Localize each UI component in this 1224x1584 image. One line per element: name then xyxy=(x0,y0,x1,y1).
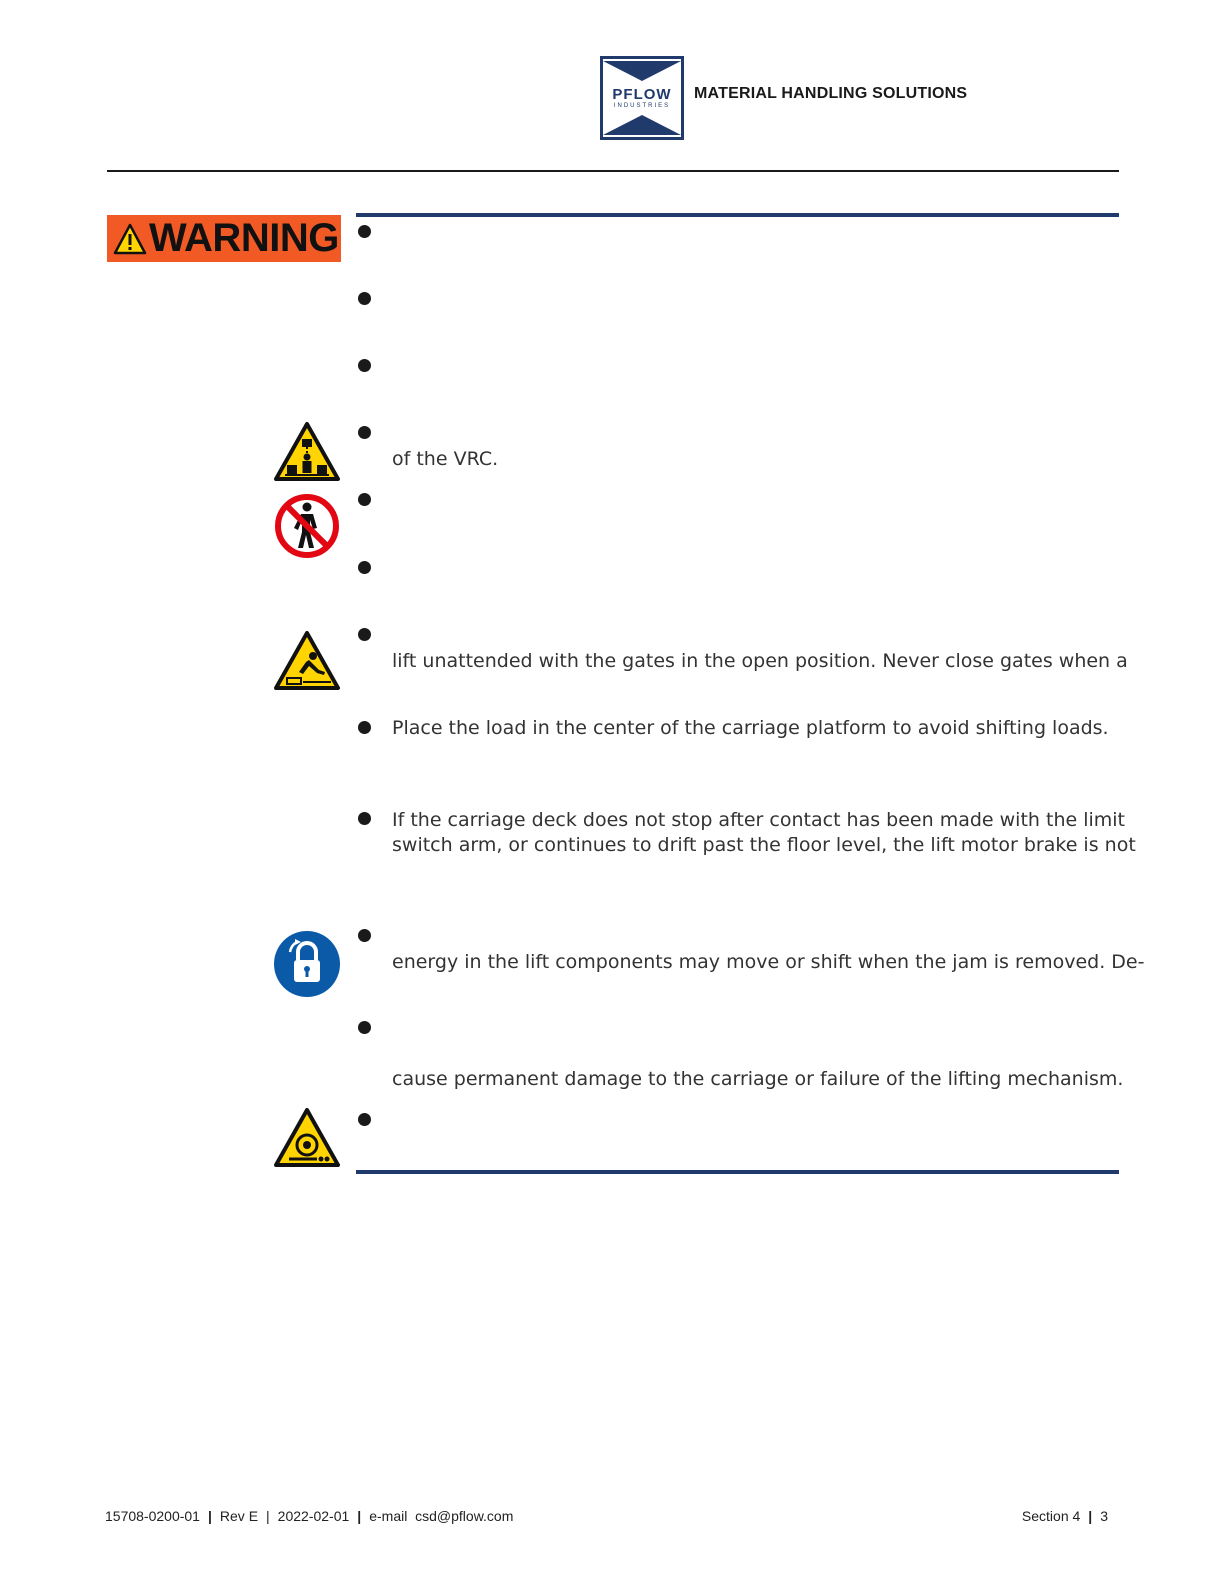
logo-wordmark: PFLOW xyxy=(612,86,672,103)
footer-doc-number: 15708-0200-01 xyxy=(105,1508,200,1524)
warning-triangle-icon xyxy=(113,223,147,255)
warning-label: WARNING xyxy=(149,216,339,260)
bullet-marker xyxy=(358,225,371,238)
warning-text-line: If the carriage deck does not stop after contact has been made with the limit xyxy=(392,809,1126,831)
bullet-marker xyxy=(358,359,371,372)
bullet-marker xyxy=(358,1113,371,1126)
bullet-marker xyxy=(358,426,371,439)
bullet-marker xyxy=(358,812,371,825)
warning-badge xyxy=(107,215,341,262)
warning-text-line: Place the load in the center of the carriage platform to avoid shifting loads. xyxy=(392,717,1109,739)
bullet-marker xyxy=(358,1021,371,1034)
warning-text-line: energy in the lift components may move or shift when the jam is removed. De- xyxy=(392,951,1145,973)
footer-revision: Rev E xyxy=(219,1508,259,1524)
warning-text-line: lift unattended with the gates in the open position. Never close gates when a xyxy=(392,650,1128,672)
overhead-load-hazard-icon xyxy=(273,418,341,486)
bullet-marker xyxy=(358,628,371,641)
footer-doc-info: 15708-0200-01 | Rev E | 2022-02-01 | e-mail csd@pflow.com xyxy=(105,1508,514,1524)
warning-text-line: cause permanent damage to the carriage or failure of the lifting mechanism. xyxy=(392,1068,1124,1090)
footer-page-info: Section 4 | 3 xyxy=(1021,1508,1108,1524)
company-logo xyxy=(600,56,684,140)
bullet-marker xyxy=(358,561,371,574)
section-bottom-rule xyxy=(356,1170,1119,1174)
bullet-marker xyxy=(358,929,371,942)
header-divider xyxy=(107,170,1119,172)
warning-text-line: switch arm, or continues to drift past the floor level, the lift motor brake is not xyxy=(392,834,1136,856)
no-pedestrians-icon xyxy=(273,492,341,560)
section-top-rule xyxy=(356,213,1119,217)
bullet-marker xyxy=(358,493,371,506)
company-tagline: MATERIAL HANDLING SOLUTIONS xyxy=(694,85,968,102)
fall-hazard-icon xyxy=(273,627,341,695)
bullet-marker xyxy=(358,292,371,305)
entanglement-hazard-icon xyxy=(273,1104,341,1172)
footer-email: csd@pflow.com xyxy=(415,1508,514,1524)
logo-subtext: INDUSTRIES xyxy=(613,103,671,109)
warning-text-line: of the VRC. xyxy=(392,448,499,470)
bullet-marker xyxy=(358,721,371,734)
lockout-padlock-icon xyxy=(273,930,341,998)
footer-section: Section 4 xyxy=(1021,1508,1081,1524)
footer-date: 2022-02-01 xyxy=(277,1508,350,1524)
footer-page-number: 3 xyxy=(1100,1508,1108,1524)
footer-email-label: e-mail xyxy=(369,1508,408,1524)
